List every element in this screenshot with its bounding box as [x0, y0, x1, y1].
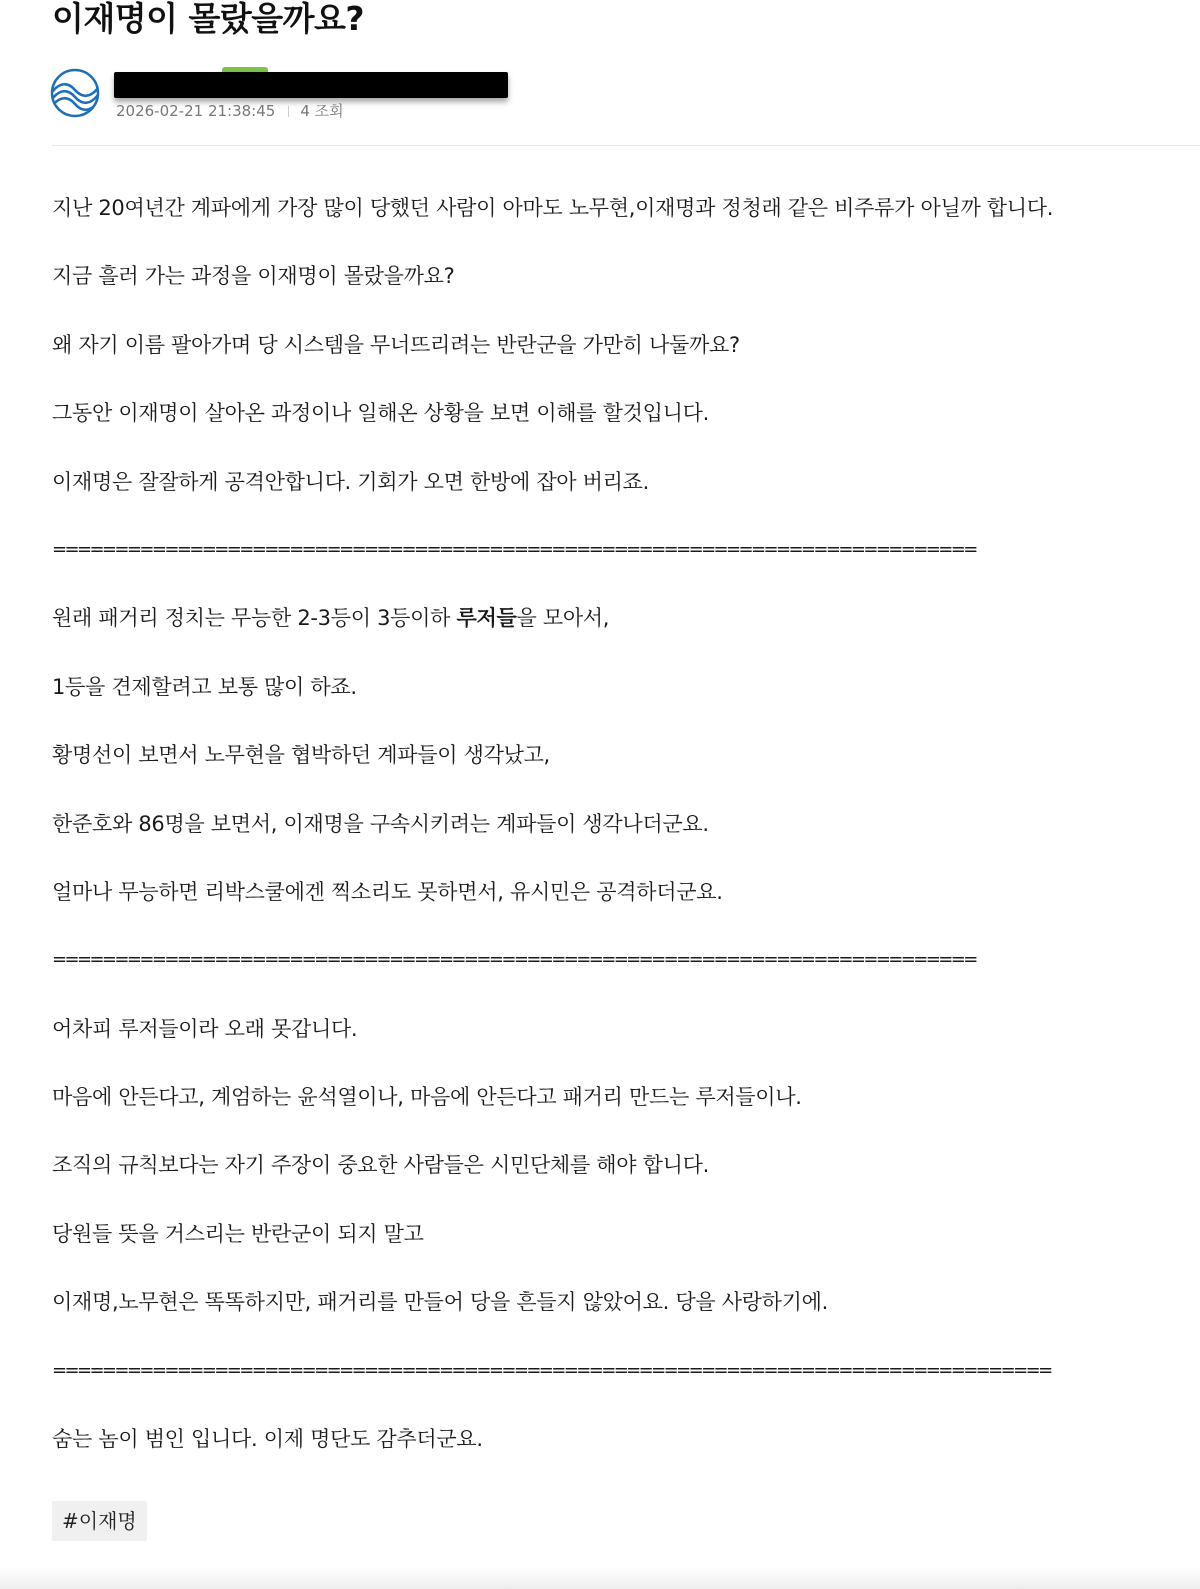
paragraph: 얼마나 무능하면 리박스쿨에겐 찍소리도 못하면서, 유시민은 공격하더군요. — [52, 879, 723, 904]
paragraph: 어차피 루저들이라 오래 못갑니다. — [52, 1016, 358, 1041]
post-date: 2026-02-21 21:38:45 — [116, 102, 276, 120]
separator-line: ========================================================================== — [52, 949, 976, 971]
paragraph-text: 을 모아서, — [516, 606, 610, 631]
author-area — [50, 66, 1184, 126]
paragraph: 1등을 견제할려고 보통 많이 하죠. — [52, 674, 357, 699]
meta-divider — [288, 106, 289, 117]
bold-text: 루저들 — [456, 606, 517, 631]
post-body — [52, 190, 1182, 1489]
redacted-author-name — [114, 72, 508, 98]
paragraph: 숨는 놈이 범인 입니다. 이제 명단도 감추더군요. — [52, 1427, 483, 1452]
header-divider — [52, 145, 1200, 146]
view-count: 4 조회 — [300, 102, 344, 120]
paragraph: 지난 20여년간 계파에게 가장 많이 당했던 사람이 아마도 노무현,이재명과 정청래 같은 비주류가 아닐까 합니다. — [52, 196, 1054, 220]
separator-line: ================================================================================ — [52, 1359, 1051, 1381]
post-title: 이재명이 몰랐을까요? — [52, 0, 365, 38]
separator-line: ========================================================================== — [52, 538, 976, 560]
paragraph: 조직의 규칙보다는 자기 주장이 중요한 사람들은 시민단체를 해야 합니다. — [52, 1153, 709, 1178]
paragraph: 왜 자기 이름 팔아가며 당 시스템을 무너뜨리려는 반란군을 가만히 나둘까요? — [52, 332, 740, 357]
paragraph — [52, 600, 1182, 668]
paragraph: 이재명,노무현은 똑똑하지만, 패거리를 만들어 당을 흔들지 않았어요. 당을 사랑하기에. — [52, 1290, 829, 1315]
avatar-wave-icon[interactable] — [50, 68, 100, 118]
paragraph: 한준호와 86명을 보면서, 이재명을 구속시키려는 계파들이 생각나더군요. — [52, 811, 709, 836]
post-meta — [116, 101, 344, 121]
paragraph: 마음에 안든다고, 계엄하는 윤석열이나, 마음에 안든다고 패거리 만드는 루저들이나. — [52, 1085, 802, 1110]
paragraph: 지금 흘러 가는 과정을 이재명이 몰랐을까요? — [52, 264, 455, 289]
hashtag-chip[interactable]: #이재명 — [52, 1501, 147, 1541]
paragraph: 황명선이 보면서 노무현을 협박하던 계파들이 생각났고, — [52, 743, 550, 768]
bottom-edge — [0, 1567, 1200, 1589]
paragraph: 그동안 이재명이 살아온 과정이나 일해온 상황을 보면 이해를 할것입니다. — [52, 401, 709, 426]
paragraph-text: 원래 패거리 정치는 무능한 2-3등이 3등이하 — [52, 606, 457, 631]
paragraph: 이재명은 잘잘하게 공격안합니다. 기회가 오면 한방에 잡아 버리죠. — [52, 469, 649, 494]
paragraph: 당원들 뜻을 거스리는 반란군이 되지 말고 — [52, 1221, 424, 1246]
